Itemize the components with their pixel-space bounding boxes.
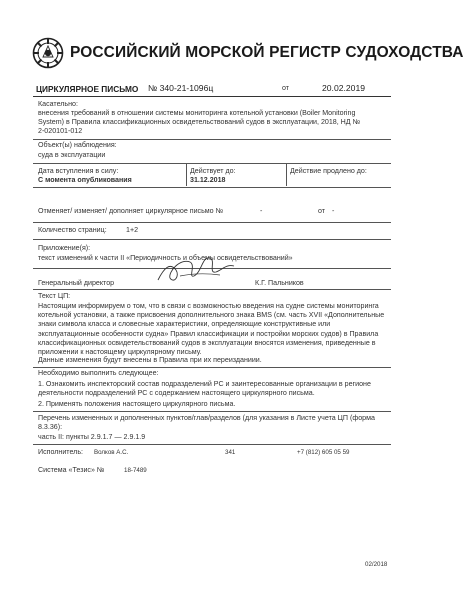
action-item: 2. Применять положения настоящего циркулярного письма. [38,400,236,408]
cancels-from-label: от [318,207,326,215]
thesis-number: 18-7489 [124,467,147,474]
divider [33,239,391,240]
objects-value: суда в эксплуатации [38,151,106,159]
divider [33,139,391,140]
changes-label: Перечень измененных и дополненных пунктов/глав/разделов (для указания в Листе учета ЦП (форма 8.3.36): [38,414,375,432]
signatory-position: Генеральный директор [38,279,115,287]
cancels-text: Отменяет/ изменяет/ дополняет циркулярное письмо № [38,207,224,215]
signatory-name: К.Г. Пальников [255,279,304,287]
action-item: 1. Ознакомить инспекторский состав подразделений РС и заинтересованные организации в регионе деятельности подразделений РС с содержанием настоящего циркулярного письма. [38,380,371,398]
body-note: Данные изменения будут внесены в Правила при их переизданиии. [38,356,262,364]
letter-from-label: от [282,84,290,92]
divider [33,163,391,164]
column-divider [286,164,287,186]
signature [150,248,240,290]
effective-label: Дата вступления в силу: [38,167,119,175]
extended-label: Действие продлено до: [290,167,367,175]
valid-until-label: Действует до: [190,167,236,175]
cancels-date: - [332,207,335,215]
executor-name: Волков А.С. [94,449,129,456]
pages-value: 1+2 [126,226,139,234]
changes-value: часть II: пункты 2.9.1.7 — 2.9.1.9 [38,433,146,441]
footer-code: 02/2018 [365,561,388,568]
subject-label: Касательно: [38,100,78,108]
rs-logo [32,37,64,69]
thesis-label: Система «Тезис» № [38,466,105,474]
pages-label: Количество страниц: [38,226,107,234]
header-rule [33,96,391,97]
divider [33,444,391,445]
actions-label: Необходимо выполнить следующее: [38,369,159,377]
letter-type: ЦИРКУЛЯРНОЕ ПИСЬМО [36,84,139,94]
executor-phone: +7 (812) 605 05 59 [297,449,350,456]
divider [33,222,391,223]
column-divider [186,164,187,186]
divider [33,187,391,188]
divider [33,367,391,368]
executor-label: Исполнитель: [38,448,83,456]
body-text: Настоящим информируем о том, что в связи с возможностью введения на судне системы мониторинга котельной установки, а также присвоения дополнительного знака BMS (см. часть XVII «Дополнительные знаки символа класса и словесные характеристики, определяющие конструктивные или эксплуатационные особенности судна» Правил классификации и постройки морских судов) в Правила классификационных освидетельствований судов в эксплуатации вносятся изменения, приведенные в приложении к настоящему циркулярному письму. [38,302,385,357]
org-name: РОССИЙСКИЙ МОРСКОЙ РЕГИСТР СУДОХОДСТВА [70,44,464,61]
subject-text: внесения требований в отношении системы мониторинга котельной установки (Boiler Monitoring System) в Правила классификационных освидетельствований судов в эксплуатации, 2018, НД № 2-020101-012 [38,109,361,136]
attachments-label: Приложение(я): [38,244,91,252]
letter-number: № 340-21-1096ц [148,83,214,93]
attachments-text: текст изменений к части II «Периодичность и объемы освидетельствований» [38,254,293,262]
letter-date: 20.02.2019 [322,83,366,93]
effective-value: С момента опубликования [38,176,132,184]
divider [33,411,391,412]
executor-ext: 341 [225,449,236,456]
objects-label: Объект(ы) наблюдения: [38,141,117,149]
body-label: Текст ЦП: [38,292,71,300]
cancels-number: - [260,207,263,215]
valid-until-value: 31.12.2018 [190,176,226,184]
divider [33,289,391,290]
